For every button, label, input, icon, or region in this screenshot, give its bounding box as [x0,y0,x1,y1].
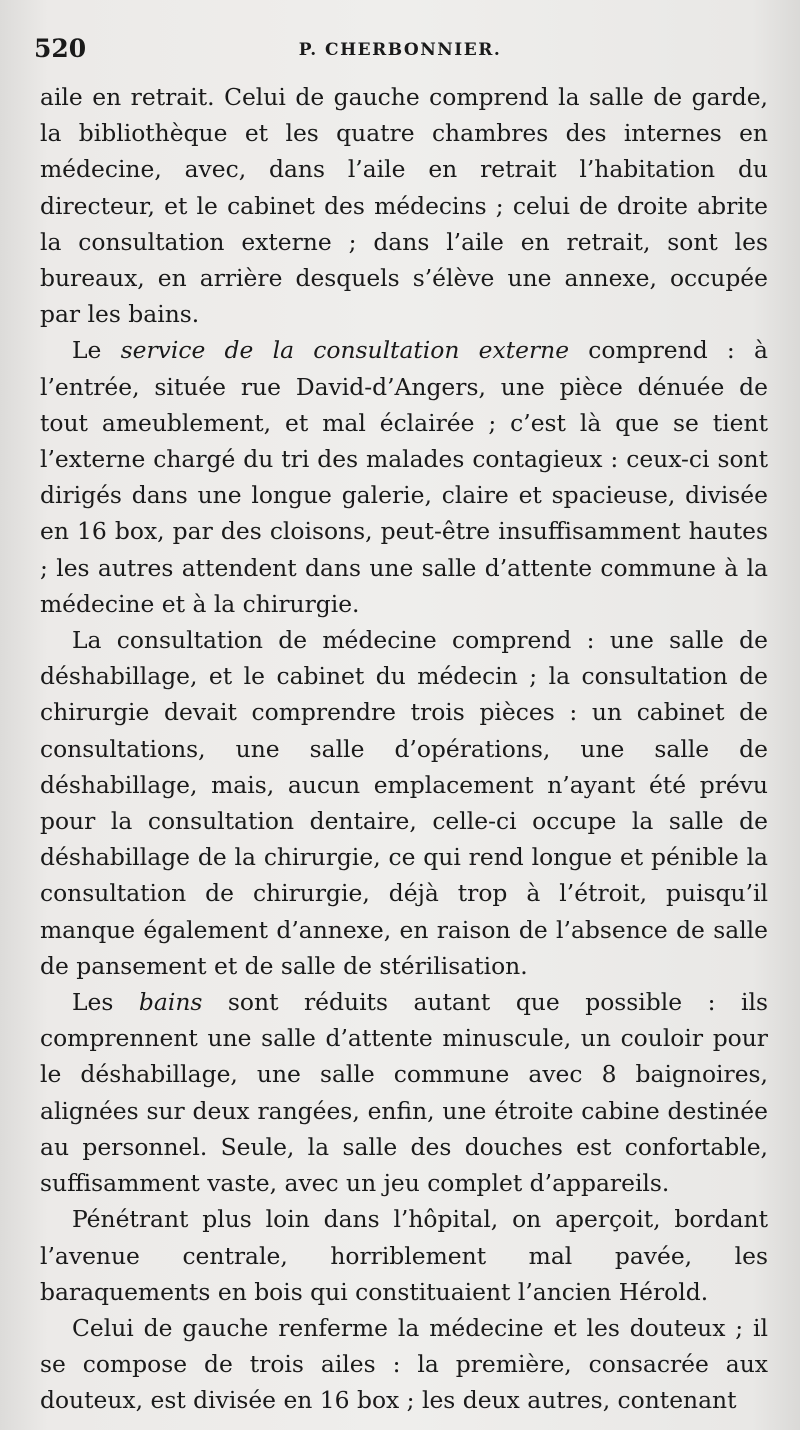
paragraph [40,1310,768,1419]
page-header [34,34,766,70]
paragraph [40,79,768,332]
italic-text-segment: bains [138,988,203,1017]
text-segment: La consultation de médecine comprend : une salle de déshabillage, et le cabinet du médecin ; la consultation de chirurgie devait comprendre trois pièces : un cabinet de consultations, une salle d’opérations, une salle de déshabillage, mais, aucun emplacement n’ayant été prévu pour la consultation dentaire, celle-ci occupe la salle de déshabillage de la chirurgie, ce qui rend longue et pénible la consultation de chirurgie, déjà trop à l’étroit, puisqu’il manque également d’annexe, en raison de l’absence de salle de pansement et de salle de stérilisation. [40,626,768,980]
paragraph [40,622,768,984]
text-segment: comprend : à l’entrée, située rue David-d’Angers, une pièce dénuée de tout ameublement, et mal éclairée ; c’est là que se tient l’externe chargé du tri des malades contagieux : ceux-ci sont dirigés dans une longue galerie, claire et spacieuse, divisée en 16 box, par des cloisons, peut-être insuffisamment hautes ; les autres attendent dans une salle d’attente commune à la médecine et à la chirurgie. [40,336,769,618]
text-segment: Les [72,988,139,1017]
italic-text-segment: service de la consultation externe [120,336,570,365]
paragraph [40,1201,768,1310]
text-segment: sont réduits autant que possible : ils comprennent une salle d’attente minuscule, un couloir pour le déshabillage, une salle commune avec 8 baignoires, alignées sur deux rangées, enfin, une étroite cabine destinée au personnel. Seule, la salle des douches est confortable, suffisamment vaste, avec un jeu complet d’appareils. [40,988,768,1198]
paragraph [40,984,768,1201]
text-segment: aile en retrait. Celui de gauche comprend la salle de garde, la bibliothèque et les quatre chambres des internes en médecine, avec, dans l’aile en retrait l’habitation du directeur, et le cabinet des médecins ; celui de droite abrite la consultation externe ; dans l’aile en retrait, sont les bureaux, en arrière desquels s’élève une annexe, occupée par les bains. [40,83,768,329]
running-head: P. CHERBONNIER. [298,40,502,60]
paragraph [40,332,768,622]
text-segment: Le [72,336,121,365]
body-text [40,79,768,1419]
text-segment: Pénétrant plus loin dans l’hôpital, on aperçoit, bordant l’avenue centrale, horriblement mal pavée, les baraquements en bois qui constituaient l’ancien Hérold. [40,1205,768,1306]
page-number: 520 [34,34,87,63]
text-segment: Celui de gauche renferme la médecine et les douteux ; il se compose de trois ailes : la première, consacrée aux douteux, est divisée en 16 box ; les deux autres, contenant [40,1313,768,1415]
